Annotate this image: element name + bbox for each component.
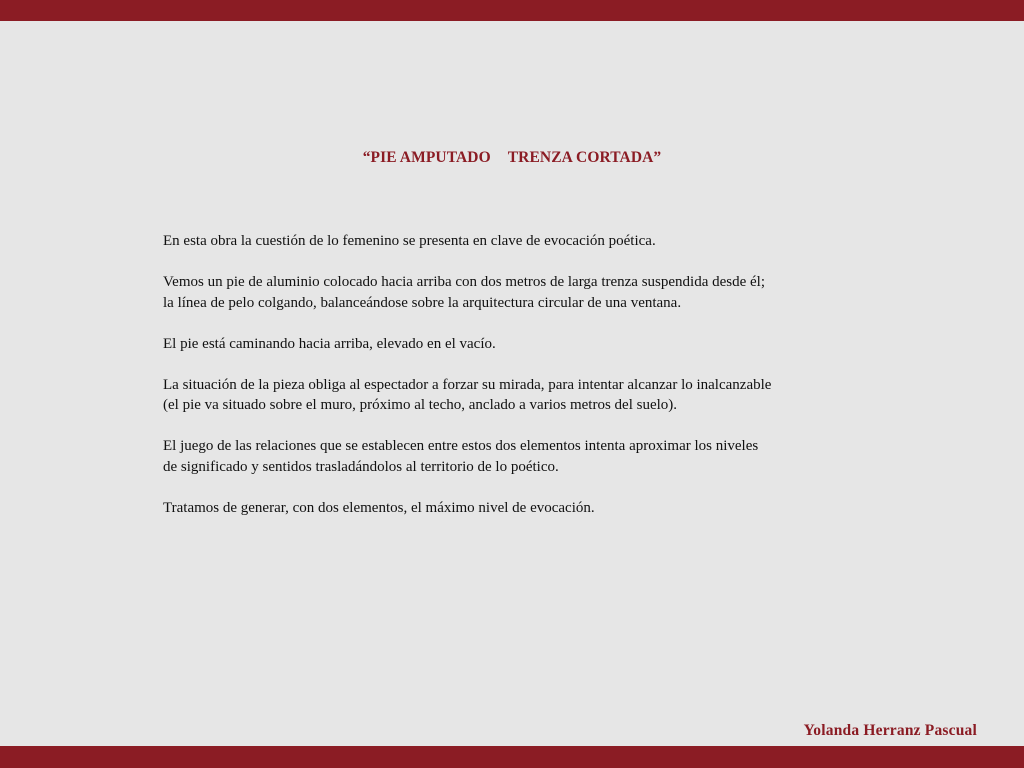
body-text: [163, 231, 883, 539]
paragraph-line: El juego de las relaciones que se establecen entre estos dos elementos intenta aproximar los niveles: [163, 438, 759, 454]
top-decorative-band: [0, 0, 1024, 21]
paragraph-3: [163, 334, 883, 355]
paragraph-line: Tratamos de generar, con dos elementos, el máximo nivel de evocación.: [163, 499, 595, 516]
paragraph-line: de significado y sentidos trasladándolos al territorio de lo poético.: [163, 458, 559, 475]
slide-title: [0, 149, 1024, 167]
paragraph-2: [163, 272, 883, 313]
paragraph-1: [163, 231, 883, 252]
paragraph-line: La situación de la pieza obliga al espectador a forzar su mirada, para intentar alcanzar lo inalcanzable: [163, 376, 772, 393]
paragraph-line: En esta obra la cuestión de lo femenino se presenta en clave de evocación poética.: [163, 233, 656, 249]
title-part-1: “PIE AMPUTADO: [362, 149, 491, 166]
bottom-decorative-band: [0, 746, 1024, 768]
paragraph-5: [163, 436, 883, 477]
paragraph-6: [163, 498, 883, 519]
title-part-2: TRENZA CORTADA”: [507, 149, 662, 166]
paragraph-line: Vemos un pie de aluminio colocado hacia arriba con dos metros de larga trenza suspendida desde él;: [163, 274, 766, 290]
paragraph-4: [163, 375, 883, 416]
paragraph-line: la línea de pelo colgando, balanceándose sobre la arquitectura circular de una ventana.: [163, 294, 682, 311]
author-name: Yolanda Herranz Pascual: [803, 722, 977, 739]
paragraph-line: (el pie va situado sobre el muro, próximo al techo, anclado a varios metros del suelo).: [163, 397, 678, 413]
paragraph-line: El pie está caminando hacia arriba, elevado en el vacío.: [163, 335, 496, 352]
